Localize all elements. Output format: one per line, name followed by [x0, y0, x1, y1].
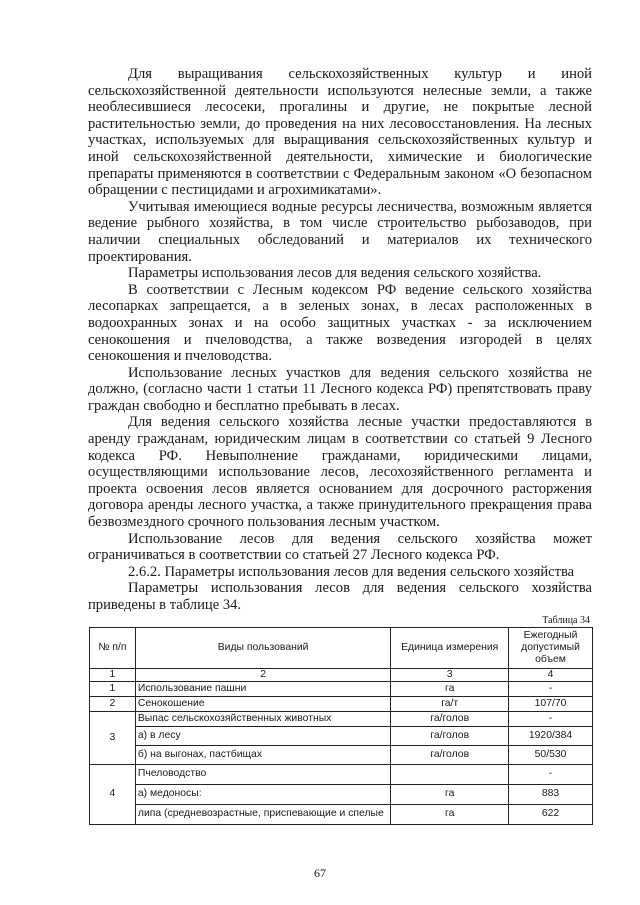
- row-volume: -: [509, 764, 593, 784]
- paragraph-restrictions: Использование лесов для ведения сельского хозяйства может ограничиваться в соответствии со статьей 27 Лесного кодекса РФ.: [88, 530, 592, 564]
- colnum-1: 1: [90, 668, 136, 681]
- paragraph-table-intro: Параметры использования лесов для ведения сельского хозяйства приведены в таблице 34.: [88, 580, 592, 613]
- usage-table: [89, 627, 593, 825]
- row-unit: га/голов: [391, 726, 509, 745]
- table-row: [90, 764, 593, 784]
- header-unit: Единица измерения: [391, 627, 509, 668]
- row-kind: б) на выгонах, пастбищах: [135, 745, 390, 764]
- table-row: [90, 681, 593, 696]
- table-row: [90, 784, 593, 804]
- row-volume: 107/70: [509, 696, 593, 711]
- table-row: [90, 726, 593, 745]
- row-volume: -: [509, 711, 593, 726]
- header-kind: Виды пользований: [135, 627, 390, 668]
- table-caption: Таблица 34: [542, 614, 590, 626]
- colnum-3: 3: [391, 668, 509, 681]
- table-row: [90, 804, 593, 824]
- row-kind: Выпас сельскохозяйственных животных: [135, 711, 390, 726]
- row-kind: Сенокошение: [135, 696, 390, 711]
- header-volume: Ежегодный допустимый объем: [509, 627, 593, 668]
- table-column-numbers-row: [90, 668, 593, 681]
- table-header-row: [90, 627, 593, 668]
- row-number: 1: [90, 681, 136, 696]
- paragraph-forest-code: В соответствии с Лесным кодексом РФ ведение сельского хозяйства лесопарках запрещается, а в зеленых зонах, в лесах расположенных в водоохранных зонах и на особо защитных участках - за исключением сенокошения и пчеловодства, а также возведения изгородей в целях сенокошения и пчеловодства.: [88, 281, 592, 365]
- row-unit: га/т: [391, 696, 509, 711]
- row-kind: а) медоносы:: [135, 784, 390, 804]
- row-kind: Использование пашни: [135, 681, 390, 696]
- row-volume: 622: [509, 804, 593, 824]
- row-unit: га: [391, 784, 509, 804]
- colnum-2: 2: [135, 668, 390, 681]
- table-row: [90, 696, 593, 711]
- row-number: 4: [90, 764, 136, 824]
- row-volume: 50/530: [509, 745, 593, 764]
- table-row: [90, 745, 593, 764]
- row-unit: га/голов: [391, 745, 509, 764]
- row-number: 2: [90, 696, 136, 711]
- paragraph-fishery: Учитывая имеющиеся водные ресурсы лесничества, возможным является ведение рыбного хозяйства, в том числе строительство рыбозаводов, при наличии специальных обследований и материалов их технического проектирования.: [88, 198, 592, 265]
- row-unit: га: [391, 804, 509, 824]
- row-kind: липа (средневозрастные, приспевающие и спелые: [135, 804, 390, 824]
- row-unit: га/голов: [391, 711, 509, 726]
- paragraph-citizens-rights: Использование лесных участков для ведения сельского хозяйства не должно, (согласно части 1 статьи 11 Лесного кодекса РФ) препятствовать праву граждан свободно и бесплатно пребывать в лесах.: [88, 364, 592, 414]
- paragraph-params-heading: Параметры использования лесов для ведения сельского хозяйства.: [128, 265, 542, 282]
- row-unit: [391, 764, 509, 784]
- row-kind: Пчеловодство: [135, 764, 390, 784]
- paragraph-lease: Для ведения сельского хозяйства лесные участки предоставляются в аренду гражданам, юридическим лицам в соответствии со статьей 9 Лесного кодекса РФ. Невыполнение гражданами, юридическими лицами, осуществляющими использование лесов, лесохозяйственного регламента и проекта освоения лесов является основанием для досрочного расторжения договора аренды лесного участка, а также принудительного прекращения права безвозмездного срочного пользования лесным участком.: [88, 414, 592, 531]
- row-volume: 1920/384: [509, 726, 593, 745]
- table-row: [90, 711, 593, 726]
- paragraph-agri-lands: Для выращивания сельскохозяйственных культур и иной сельскохозяйственной деятельности используются нелесные земли, а также необлесившиеся лесосеки, прогалины и другие, не покрытые лесной растительностью земли, до проведения на них лесовосстановления. На лесных участках, используемых для выращивания сельскохозяйственных культур и иной сельскохозяйственной деятельности, химические и биологические препараты применяются в соответствии с Федеральным законом «О безопасном обращении с пестицидами и агрохимикатами».: [88, 66, 592, 199]
- row-volume: -: [509, 681, 593, 696]
- section-heading-2-6-2: 2.6.2. Параметры использования лесов для ведения сельского хозяйства: [128, 563, 575, 580]
- row-unit: га: [391, 681, 509, 696]
- row-volume: 883: [509, 784, 593, 804]
- document-page: [88, 66, 592, 825]
- row-number: 3: [90, 711, 136, 764]
- colnum-4: 4: [509, 668, 593, 681]
- page-number: 67: [314, 866, 326, 880]
- header-number: № п/п: [90, 627, 136, 668]
- row-kind: а) в лесу: [135, 726, 390, 745]
